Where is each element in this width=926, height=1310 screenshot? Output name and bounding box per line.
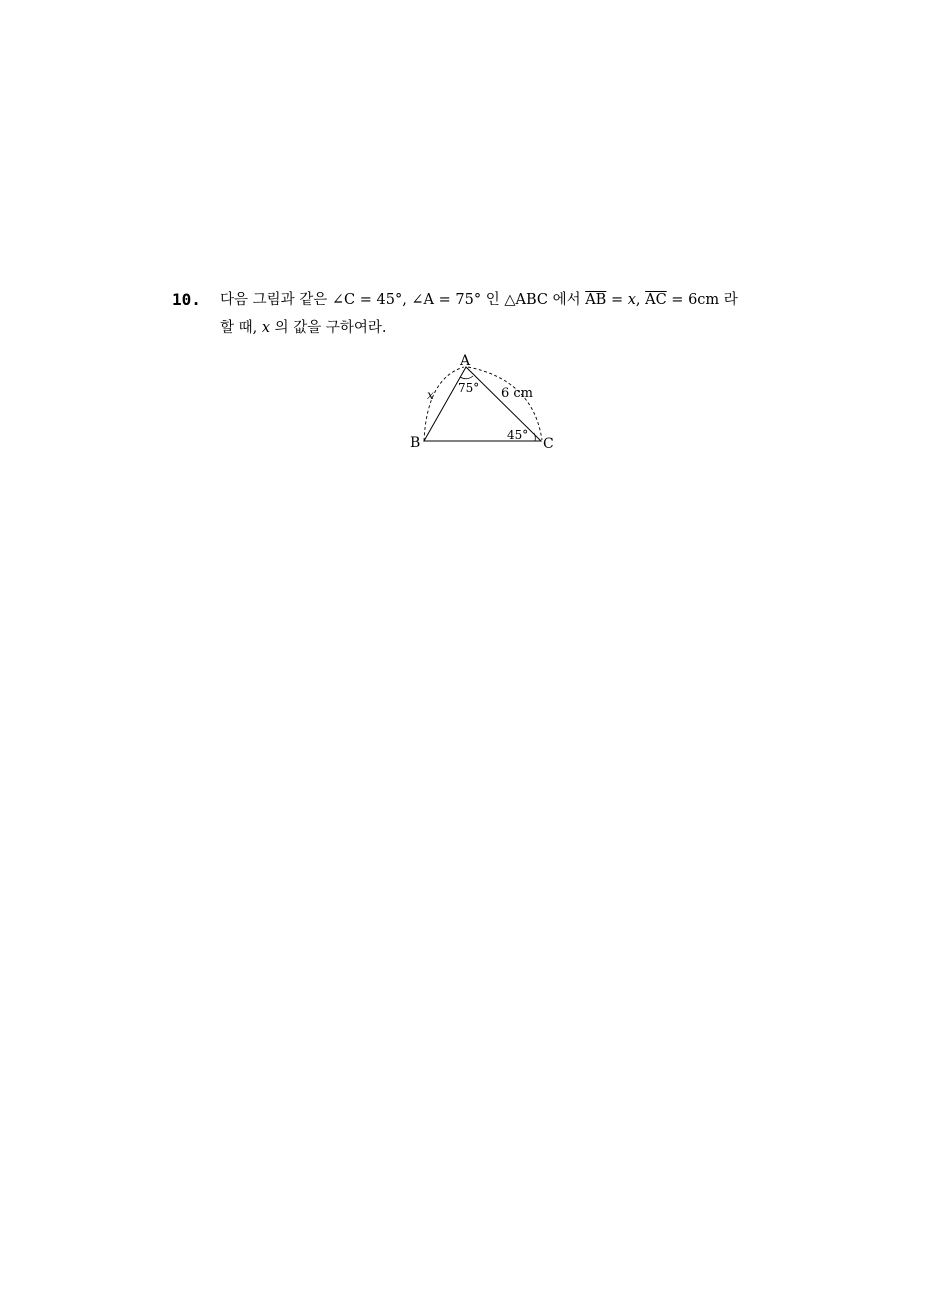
angle-arc-c: [534, 433, 535, 441]
side-label-ac: 6 cm: [501, 386, 534, 401]
line1-post: = 6cm 라: [666, 292, 738, 308]
triangle-figure: [405, 348, 565, 456]
line1-eq: =: [606, 292, 628, 308]
angle-label-a: 75°: [458, 381, 480, 395]
segment-ac: $\overline{AC}$: [645, 292, 667, 308]
variable-x: x: [627, 292, 636, 308]
angle-arc-a: [460, 376, 473, 379]
question-line-1: [220, 286, 760, 314]
question-number: 10.: [172, 290, 201, 309]
vertex-label-c: C: [543, 436, 554, 452]
question-line-2: [220, 314, 760, 342]
line1-sep: ,: [635, 292, 646, 308]
angle-label-c: 45°: [507, 428, 529, 442]
question-text: [220, 286, 760, 342]
line2-pre: 할 때,: [220, 320, 262, 336]
line1-pre: 다음 그림과 같은 ∠C = 45°, ∠A = 75° 인 △ABC 에서: [220, 292, 586, 308]
line2-post: 의 값을 구하여라.: [270, 320, 387, 336]
vertex-label-b: B: [410, 435, 421, 451]
vertex-label-a: A: [460, 353, 471, 369]
dashed-arc-ac: [468, 367, 542, 440]
variable-x-2: x: [261, 320, 271, 336]
triangle-diagram: [405, 348, 565, 456]
segment-ab: $\overline{AB}$: [585, 292, 607, 308]
side-label-ab: x: [427, 388, 434, 402]
